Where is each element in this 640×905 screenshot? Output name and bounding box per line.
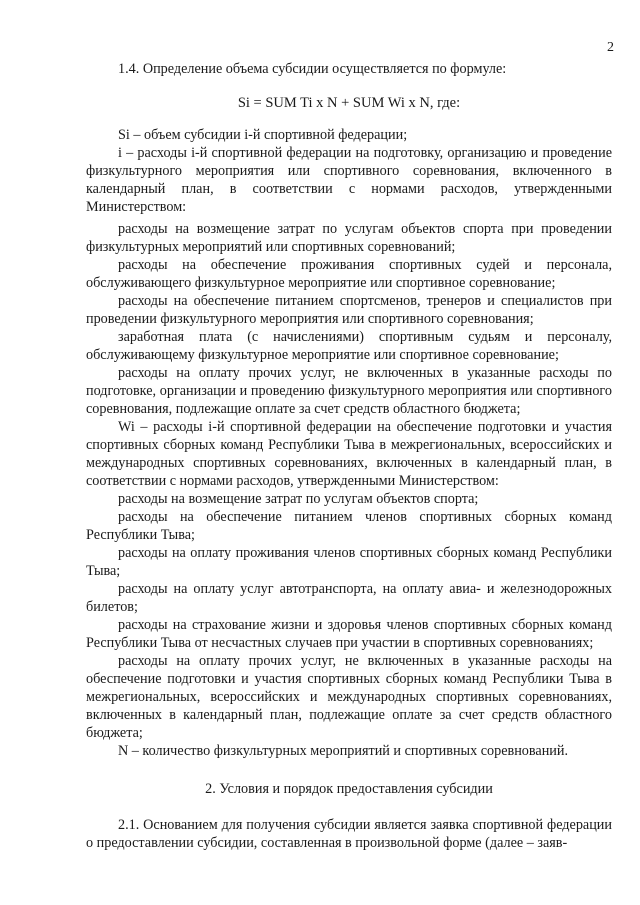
wi-item-1: расходы на возмещение затрат по услугам объектов спорта;	[118, 491, 479, 507]
wi-item-5: расходы на страхование жизни и здоровья членов спортивных сборных команд Республики Тыва от несчастных случаев при участии в спортивных соревнованиях;	[86, 617, 612, 651]
wi-item-4: расходы на оплату услуг автотранспорта, на оплату авиа- и железнодорожных билетов;	[86, 581, 612, 615]
definition-n: N – количество физкультурных мероприятий и спортивных соревнований.	[118, 743, 569, 759]
ti-item-3: расходы на обеспечение питанием спортсменов, тренеров и специалистов при проведении физкультурного мероприятия или спортивного соревнования;	[86, 293, 612, 327]
subsidy-formula: Si = SUM Ti x N + SUM Wi x N, где:	[237, 95, 461, 111]
ti-item-2: расходы на обеспечение проживания спортивных судей и персонала, обслуживающего физкультурное мероприятие или спортивное соревнование;	[86, 257, 612, 291]
definition-wi: Wi – расходы i-й спортивной федерации на обеспечение подготовки и участия спортивных сборных команд Республики Тыва в межрегиональных, всероссийских и международных спортивных соревнованиях, включенных в календарный план, в соответствии с нормами расходов, утвержденными Министерством:	[86, 419, 612, 489]
wi-item-3: расходы на оплату проживания членов спортивных сборных команд Республики Тыва;	[86, 545, 612, 579]
wi-item-2: расходы на обеспечение питанием членов спортивных сборных команд Республики Тыва;	[86, 509, 612, 543]
definition-ti: i – расходы i-й спортивной федерации на подготовку, организацию и проведение физкультурного мероприятия или спортивного соревнования, включенного в календарный план, в соответствии с нормами расходов, утвержденными Министерством:	[86, 145, 612, 215]
wi-item-6: расходы на оплату прочих услуг, не включенных в указанные расходы на обеспечение подготовки и участия спортивных сборных команд Республики Тыва в межрегиональных, всероссийских и международных спортивных соревнованиях, включенных в календарный план, подлежащие оплате за счет средств областного бюджета;	[86, 653, 612, 741]
paragraph-1-4: 1.4. Определение объема субсидии осуществляется по формуле:	[118, 61, 507, 77]
section-2-title: 2. Условия и порядок предоставления субсидии	[205, 781, 493, 797]
document-body	[86, 60, 612, 852]
ti-item-4: заработная плата (с начислениями) спортивным судьям и персоналу, обслуживающему физкультурное мероприятие или спортивное соревнование;	[86, 329, 612, 363]
ti-item-1: расходы на возмещение затрат по услугам объектов спорта при проведении физкультурных мероприятий или спортивных соревнований;	[86, 221, 612, 255]
page-number: 2	[607, 40, 614, 55]
ti-item-5: расходы на оплату прочих услуг, не включенных в указанные расходы по подготовке, организации и проведению физкультурного мероприятия или спортивного соревнования, подлежащие оплате за счет средств областного бюджета;	[86, 365, 612, 417]
definition-si: Si – объем субсидии i-й спортивной федерации;	[118, 127, 408, 143]
paragraph-2-1: 2.1. Основанием для получения субсидии является заявка спортивной федерации о предоставлении субсидии, составленная в произвольной форме (далее – заяв-	[86, 817, 612, 851]
